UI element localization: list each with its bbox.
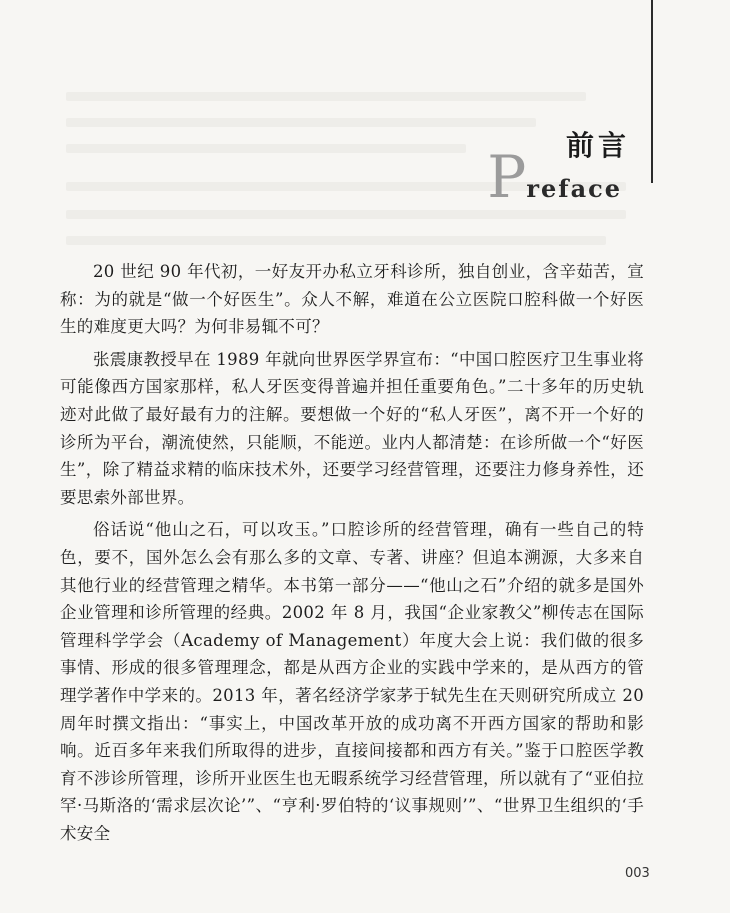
paragraph: 20 世纪 90 年代初，一好友开办私立牙科诊所，独自创业，含辛茹苦，宣称：为的就是“做一个好医生”。众人不解，难道在公立医院口腔科做一个好医生的难度更大吗？为何非易辄不可？ xyxy=(60,262,644,337)
bleed-through-line xyxy=(66,92,586,101)
bleed-through-line xyxy=(66,236,606,245)
title-initial: P xyxy=(487,143,527,211)
page-number: 003 xyxy=(625,866,650,881)
title-rest: reface xyxy=(526,174,622,203)
paragraph: 俗话说“他山之石，可以攻玉。”口腔诊所的经营管理，确有一些自己的特色，要不，国外怎么会有那么多的文章、专著、讲座？但追本溯源，大多来自其他行业的经营管理之精华。本书第一部分——“他山之石”介绍的就多是国外企业管理和诊所管理的经典。2002 年 8 月，我国“企业家教父”柳传志在国际管理科学学会（Academy of Management）年度大会上说：我们做的很多事情、形成的很多管理理念，都是从西方企业的实践中学来的，是从西方的管理学著作中学来的。2013 年，著名经济学家茅于轼先生在天则研究所成立 20 周年时撰文指出：“事实上，中国改革开放的成功离不开西方国家的帮助和影响。近百多年来我们所取得的进步，直接间接都和西方有关。”鉴于口腔医学教育不涉诊所管理，诊所开业医生也无暇系统学习经营管理，所以就有了“亚伯拉罕·马斯洛的‘需求层次论’”、“亨利·罗伯特的‘议事规则’”、“世界卫生组织的‘手术安全 xyxy=(60,520,644,843)
vertical-rule xyxy=(651,0,653,183)
page-title: 前言 xyxy=(565,129,630,162)
bleed-through-line xyxy=(66,210,626,219)
bleed-through-line xyxy=(66,144,466,153)
body-text xyxy=(60,258,644,852)
bleed-through-line xyxy=(66,118,536,127)
paragraph: 张震康教授早在 1989 年就向世界医学界宣布：“中国口腔医疗卫生事业将可能像西方国家那样，私人牙医变得普遍并担任重要角色。”二十多年的历史轨迹对此做了最好最有力的注解。要想做一个好的“私人牙医”，离不开一个好的诊所为平台，潮流使然，只能顺，不能逆。业内人都清楚：在诊所做一个“好医生”，除了精益求精的临床技术外，还要学习经营管理，还要注力修身养性，还要思索外部世界。 xyxy=(60,349,644,507)
